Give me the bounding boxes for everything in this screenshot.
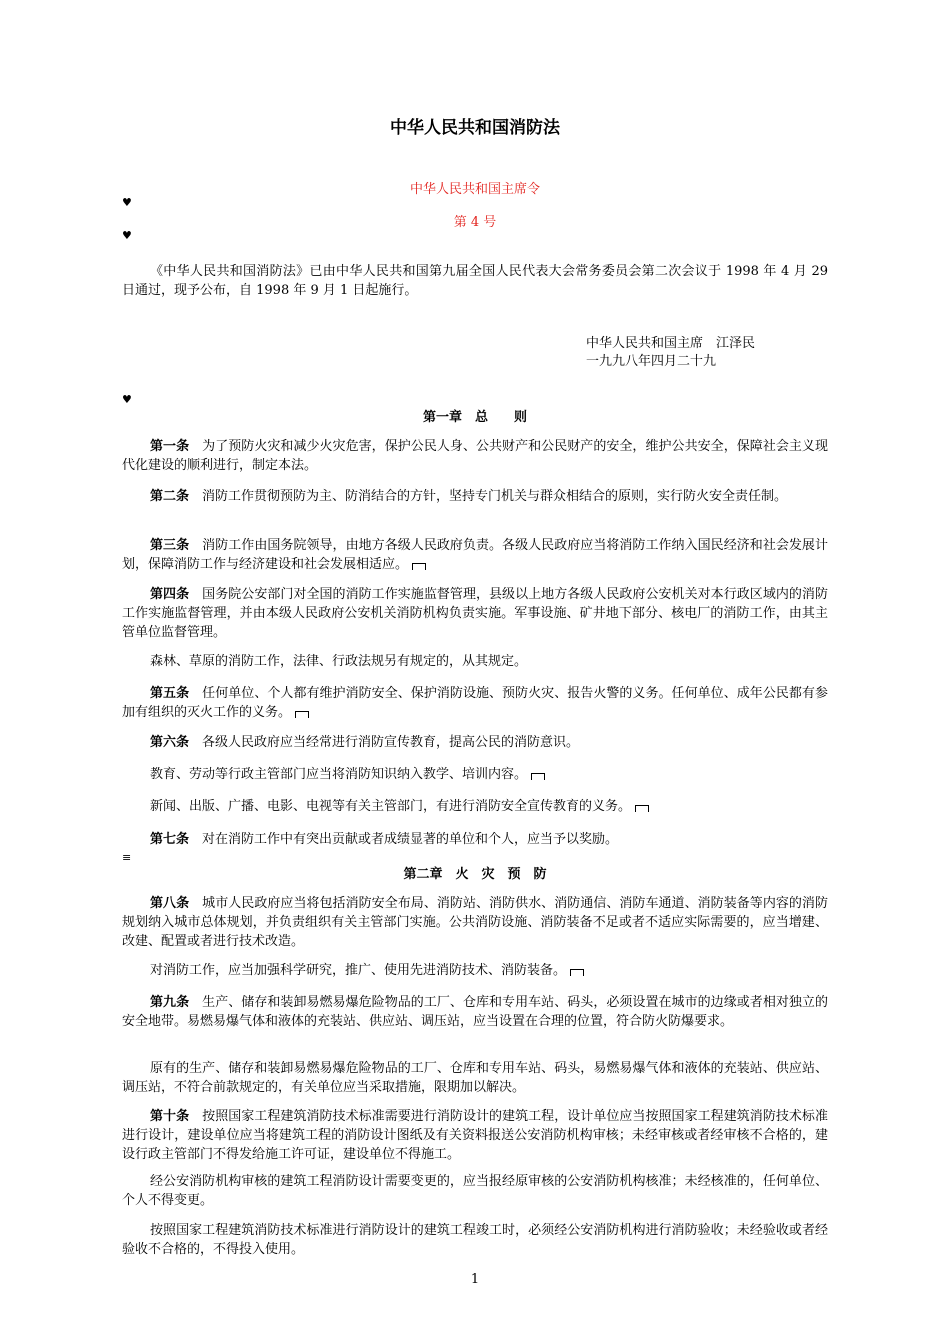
article-text: 国务院公安部门对全国的消防工作实施监督管理，县级以上地方各级人民政府公安机关对本行政区域内的消防工作实施监督管理，并由本级人民政府公安机关消防机构负责实施。军事设施、矿井地下部分、核电厂的消防工作，由其主管单位监督管理。 [122, 587, 828, 640]
paragraph-mark-icon [531, 773, 545, 780]
order-issuer: 中华人民共和国主席令 [409, 182, 540, 197]
page-number: 1 [470, 1272, 480, 1287]
article-text: 原有的生产、储存和装卸易燃易爆危险物品的工厂、仓库和专用车站、码头，易燃易爆气体和液体的充装站、供应站、调压站，不符合前款规定的，有关单位应当采取措施，限期加以解决。 [122, 1061, 828, 1095]
article-text: 消防工作由国务院领导，由地方各级人民政府负责。各级人民政府应当将消防工作纳入国民经济和社会发展计划，保障消防工作与经济建设和社会发展相适应。 [122, 538, 828, 572]
paragraph-mark-icon [570, 969, 584, 976]
signature-date: 一九九八年四月二十九 [586, 354, 717, 369]
chapter-heading: 第二章 火 灾 预 防 [403, 867, 547, 882]
article-paragraph [122, 733, 828, 752]
article-paragraph [122, 1059, 828, 1097]
article-label: 第八条 [150, 896, 190, 911]
paragraph-mark-icon [412, 563, 426, 570]
article-text: 生产、储存和装卸易燃易爆危险物品的工厂、仓库和专用车站、码头，必须设置在城市的边缘或者相对独立的安全地带。易燃易爆气体和液体的充装站、供应站、调压站，应当设置在合理的位置，符合防火防爆要求。 [122, 995, 828, 1029]
article-text: 对消防工作，应当加强科学研究，推广、使用先进消防技术、消防装备。 [150, 963, 567, 978]
article-text: 按照国家工程建筑消防技术标准进行消防设计的建筑工程竣工时，必须经公安消防机构进行消防验收；未经验收或者经验收不合格的，不得投入使用。 [122, 1223, 828, 1257]
article-text: 对在消防工作中有突出贡献或者成绩显著的单位和个人，应当予以奖励。 [202, 832, 619, 847]
article-paragraph [122, 961, 828, 980]
section-mark: ♥ [122, 196, 132, 209]
article-paragraph [122, 1107, 828, 1164]
article-label: 第九条 [150, 995, 190, 1010]
chapter-heading: 第一章 总 则 [422, 410, 527, 425]
promulgation-paragraph: 《中华人民共和国消防法》已由中华人民共和国第九届全国人民代表大会常务委员会第二次会议于 1998 年 4 月 29 日通过，现予公布，自 1998 年 9 月 1 日起施行。 [122, 264, 828, 298]
article-label: 第六条 [150, 735, 190, 750]
article-label: 第五条 [150, 686, 190, 701]
article-paragraph [122, 894, 828, 951]
article-text: 消防工作贯彻预防为主、防消结合的方针，坚持专门机关与群众相结合的原则，实行防火安全责任制。 [202, 489, 788, 504]
article-paragraph [122, 1221, 828, 1259]
article-label: 第四条 [150, 587, 190, 602]
article-text: 新闻、出版、广播、电影、电视等有关主管部门，有进行消防安全宣传教育的义务。 [150, 799, 632, 814]
section-mark: ♥ [122, 393, 132, 406]
document-title: 中华人民共和国消防法 [390, 118, 560, 138]
signature-name: 中华人民共和国主席 江泽民 [586, 336, 756, 351]
article-text: 城市人民政府应当将包括消防安全布局、消防站、消防供水、消防通信、消防车通道、消防装备等内容的消防规划纳入城市总体规划，并负责组织有关主管部门实施。公共消防设施、消防装备不足或者不适应实际需要的，应当增建、改建、配置或者进行技术改造。 [122, 896, 828, 949]
article-paragraph [122, 437, 828, 475]
article-label: 第二条 [150, 489, 190, 504]
article-paragraph [122, 765, 828, 784]
article-label: 第一条 [150, 439, 190, 454]
article-paragraph [122, 684, 828, 722]
article-paragraph [122, 797, 828, 816]
article-text: 为了预防火灾和减少火灾危害，保护公民人身、公共财产和公民财产的安全，维护公共安全，保障社会主义现代化建设的顺利进行，制定本法。 [122, 439, 828, 473]
article-label: 第三条 [150, 538, 190, 553]
article-text: 森林、草原的消防工作，法律、行政法规另有规定的，从其规定。 [150, 654, 528, 669]
article-paragraph [122, 536, 828, 574]
paragraph-mark-icon [295, 711, 309, 718]
article-label: 第七条 [150, 832, 190, 847]
article-paragraph [122, 830, 828, 849]
article-paragraph [122, 652, 828, 671]
article-text: 经公安消防机构审核的建筑工程消防设计需要变更的，应当报经原审核的公安消防机构核准；未经核准的，任何单位、个人不得变更。 [122, 1174, 828, 1208]
article-text: 各级人民政府应当经常进行消防宣传教育，提高公民的消防意识。 [202, 735, 580, 750]
article-paragraph [122, 487, 828, 506]
article-text: 教育、劳动等行政主管部门应当将消防知识纳入教学、培训内容。 [150, 767, 528, 782]
article-paragraph [122, 585, 828, 642]
paragraph-mark-icon [635, 805, 649, 812]
order-number: 第 4 号 [453, 215, 497, 230]
article-paragraph [122, 1172, 828, 1210]
article-paragraph [122, 993, 828, 1031]
section-mark: ≡ [122, 851, 132, 864]
article-label: 第十条 [150, 1109, 190, 1124]
article-text: 任何单位、个人都有维护消防安全、保护消防设施、预防火灾、报告火警的义务。任何单位、成年公民都有参加有组织的灭火工作的义务。 [122, 686, 828, 720]
article-text: 按照国家工程建筑消防技术标准需要进行消防设计的建筑工程，设计单位应当按照国家工程建筑消防技术标准进行设计，建设单位应当将建筑工程的消防设计图纸及有关资料报送公安消防机构审核；未经审核或者经审核不合格的，建设行政主管部门不得发给施工许可证，建设单位不得施工。 [122, 1109, 828, 1162]
section-mark: ♥ [122, 229, 132, 242]
